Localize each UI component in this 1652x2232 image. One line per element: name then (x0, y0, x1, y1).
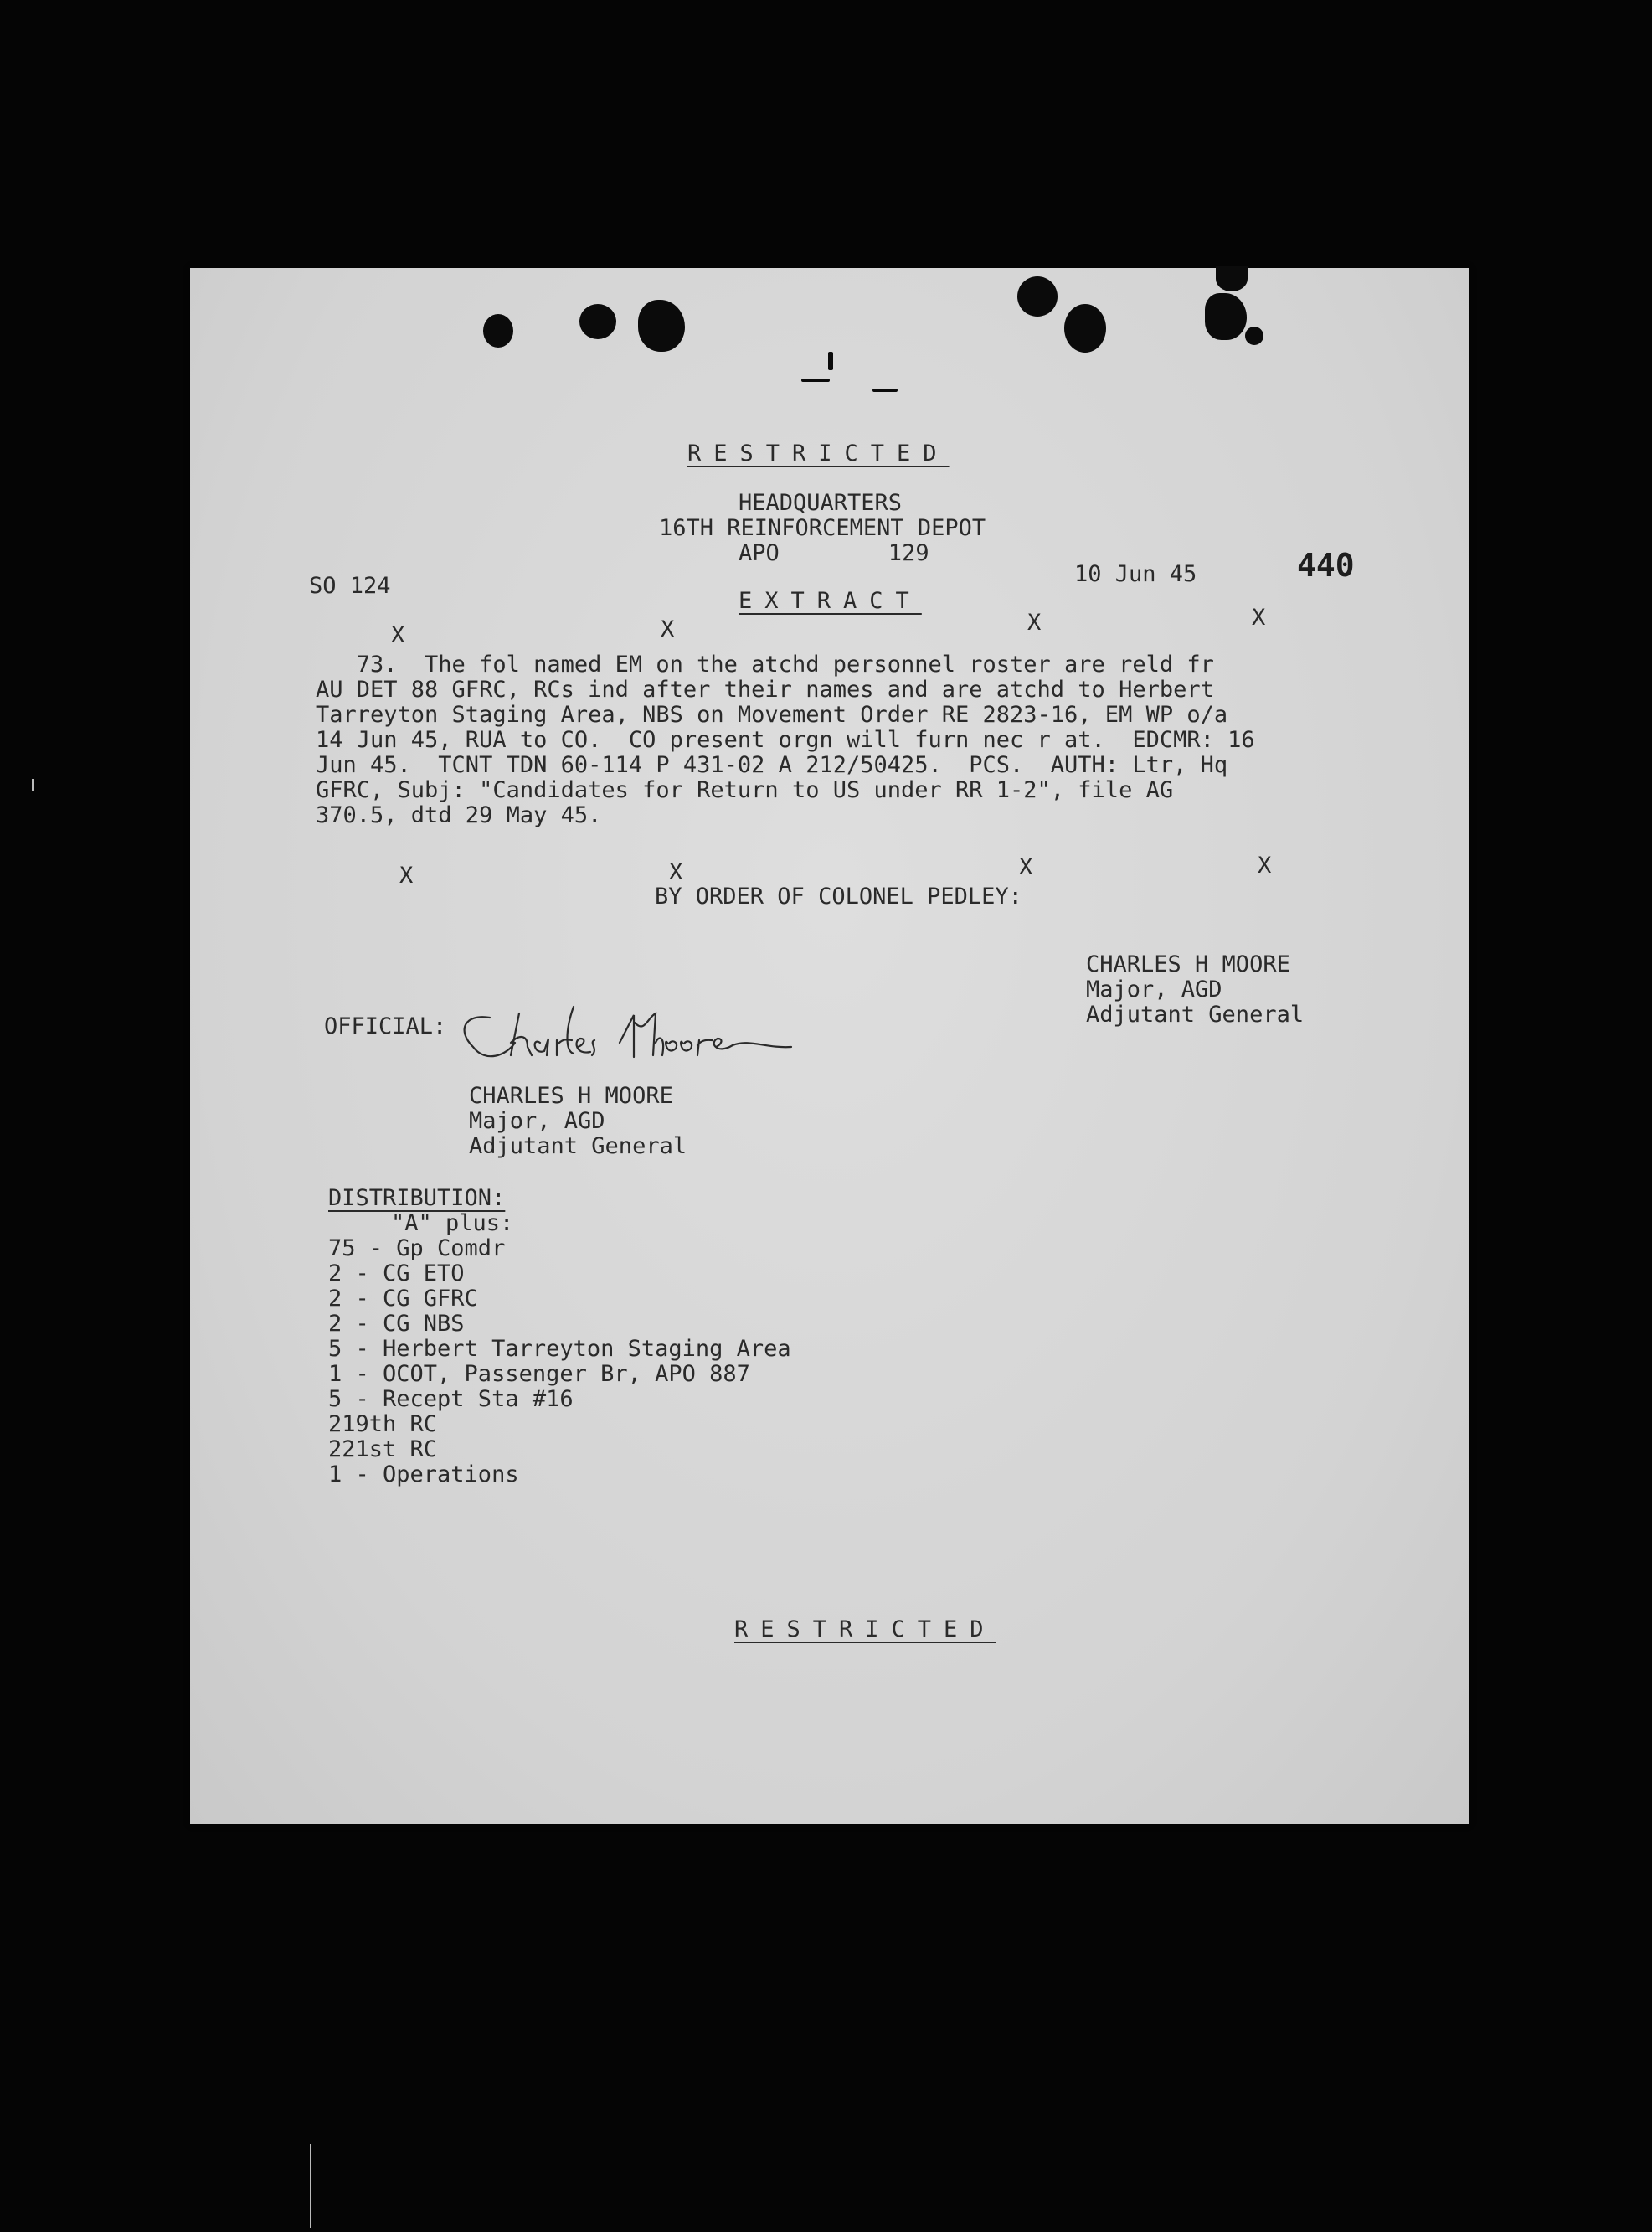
paragraph-line: 14 Jun 45, RUA to CO. CO present orgn will furn nec r at. EDCMR: 16 (316, 727, 1255, 753)
distribution-item: 75 - Gp Comdr (328, 1235, 506, 1261)
scan-artifact (32, 779, 34, 791)
paragraph-line: 370.5, dtd 29 May 45. (316, 802, 602, 828)
ink-smudge (1245, 327, 1263, 345)
document-page (190, 268, 1469, 1824)
omission-mark: X (391, 622, 405, 648)
distribution-item: 221st RC (328, 1436, 438, 1462)
distribution-item: 5 - Recept Sta #16 (328, 1386, 574, 1412)
omission-mark: X (669, 859, 683, 885)
distribution-item: 5 - Herbert Tarreyton Staging Area (328, 1336, 791, 1362)
punch-hole (579, 304, 616, 339)
ink-smudge (872, 389, 898, 392)
classification-top: RESTRICTED (687, 441, 950, 467)
omission-mark: X (1258, 853, 1272, 879)
ink-smudge (801, 379, 830, 382)
omission-mark: X (1019, 854, 1033, 880)
signer-title: Adjutant General (1086, 1002, 1305, 1028)
distribution-item: 2 - CG GFRC (328, 1286, 478, 1312)
handwritten-signature (440, 997, 875, 1080)
signature-image (440, 997, 875, 1080)
distribution-sub: "A" plus: (391, 1210, 514, 1236)
unit-name: 16TH REINFORCEMENT DEPOT (659, 515, 986, 541)
order-date: 10 Jun 45 (1074, 561, 1197, 587)
order-number: SO 124 (309, 573, 391, 599)
paragraph-line: GFRC, Subj: "Candidates for Return to US under RR 1-2", file AG (316, 777, 1174, 803)
distribution-item: 2 - CG NBS (328, 1311, 465, 1337)
paragraph-line: Tarreyton Staging Area, NBS on Movement Order RE 2823-16, EM WP o/a (316, 702, 1228, 728)
official-name: CHARLES H MOORE (469, 1083, 673, 1109)
distribution-item: 2 - CG ETO (328, 1260, 465, 1286)
omission-mark: X (1027, 610, 1042, 636)
official-title: Adjutant General (469, 1133, 687, 1159)
punch-hole (1064, 304, 1106, 353)
by-order-line: BY ORDER OF COLONEL PEDLEY: (655, 884, 1022, 910)
punch-hole (638, 300, 685, 352)
paragraph-line: AU DET 88 GFRC, RCs ind after their names and are atchd to Herbert (316, 677, 1214, 703)
signer-name: CHARLES H MOORE (1086, 951, 1290, 977)
stamp-number: 440 (1297, 547, 1355, 584)
punch-hole (1017, 276, 1058, 317)
official-label: OFFICIAL: (324, 1013, 447, 1039)
apo-number: APO 129 (739, 540, 929, 566)
omission-mark: X (661, 616, 675, 642)
scan-artifact (310, 2144, 311, 2228)
distribution-item: 1 - OCOT, Passenger Br, APO 887 (328, 1361, 750, 1387)
distribution-item: 219th RC (328, 1411, 438, 1437)
omission-mark: X (399, 863, 414, 889)
ink-smudge (828, 352, 833, 370)
punch-hole (1216, 266, 1248, 291)
official-rank: Major, AGD (469, 1108, 605, 1134)
classification-bottom: RESTRICTED (734, 1616, 996, 1642)
headquarters-label: HEADQUARTERS (739, 490, 903, 516)
punch-hole (1205, 293, 1247, 340)
signer-rank: Major, AGD (1086, 977, 1222, 1003)
distribution-item: 1 - Operations (328, 1461, 519, 1487)
punch-hole (483, 314, 513, 348)
omission-mark: X (1252, 605, 1266, 631)
extract-heading: EXTRACT (739, 588, 922, 614)
distribution-heading: DISTRIBUTION: (328, 1185, 506, 1211)
paragraph-line: 73. The fol named EM on the atchd personnel roster are reld fr (316, 652, 1214, 678)
paragraph-line: Jun 45. TCNT TDN 60-114 P 431-02 A 212/50425. PCS. AUTH: Ltr, Hq (316, 752, 1228, 778)
